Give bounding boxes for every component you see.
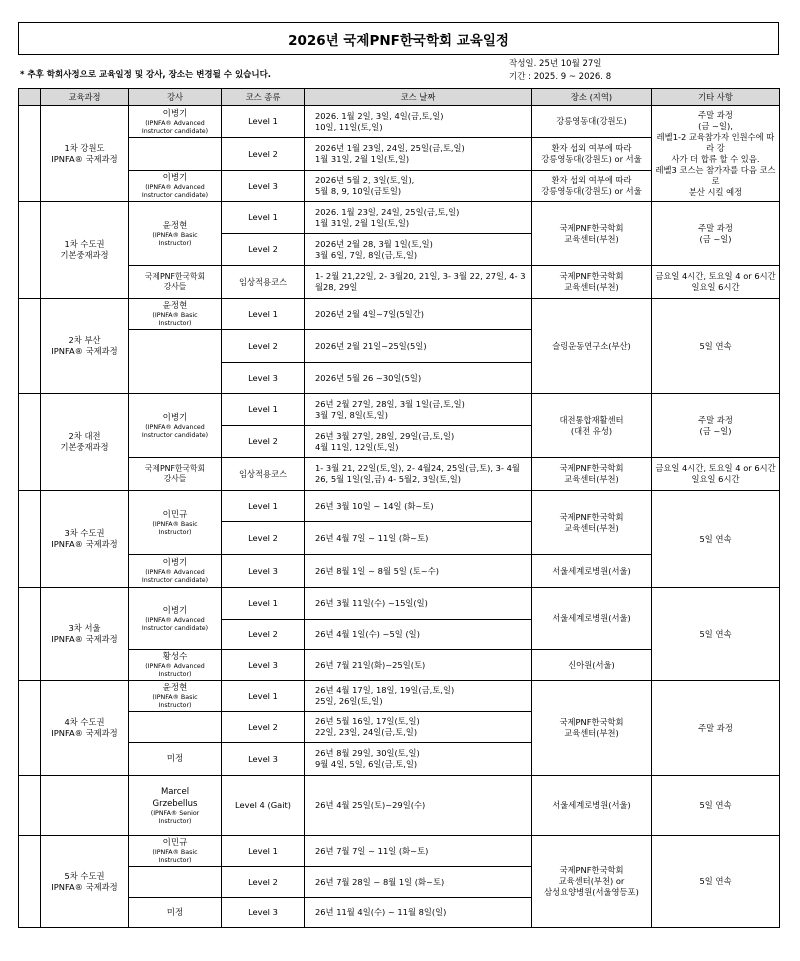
course-dates-cell [305, 491, 532, 522]
text-line: 교육센터(부천) [564, 522, 619, 533]
text-line: 국제PNF한국학회 [144, 464, 206, 473]
text-line: 1월 31일, 2월 1일(토,일) [315, 217, 410, 228]
course-type-cell: Level 1 [222, 299, 305, 330]
text-line: 국제PNF한국학회 [559, 271, 624, 281]
place-cell [532, 266, 652, 299]
course-dates-cell [305, 299, 532, 330]
course-name-cell [41, 394, 129, 491]
course-type-cell: Level 2 [222, 426, 305, 458]
course-type-cell: Level 3 [222, 555, 305, 588]
text-line: 2026. 1월 23일, 24일, 25일(금,토,일) [315, 206, 460, 217]
text-line: 서울세계로병원(서울) [552, 613, 631, 623]
text-line: (IPNFA® Basic [152, 849, 198, 856]
course-dates-cell [305, 681, 532, 712]
text-line: IPNFA® 국제과정 [51, 539, 118, 549]
text-line: 기본중재과정 [60, 442, 109, 452]
document-meta [509, 58, 611, 84]
text-line: 이민규 [162, 838, 188, 848]
text-line: 교육센터(부천) [564, 282, 619, 292]
text-line: 2026년 2월 21일~25일(5일) [315, 340, 427, 351]
course-type-cell: Level 3 [222, 363, 305, 394]
course-dates-cell [305, 202, 532, 234]
course-dates-cell [305, 426, 532, 458]
text-line: 윤정현 [162, 220, 188, 231]
text-line: 대전통합재활센터 [559, 414, 624, 425]
course-type-cell: Level 2 [222, 234, 305, 266]
course-dates-cell [305, 743, 532, 776]
instructor-cell [129, 588, 222, 650]
text-line: Instructor candidate) [141, 192, 209, 199]
text-line: (IPNFA® Senior [150, 809, 200, 817]
text-line: 금요일 4시간, 토요일 4 or 6시간 [655, 271, 776, 281]
text-line: 국제PNF한국학회 [559, 463, 624, 473]
course-dates-cell [305, 898, 532, 928]
text-line: 기본중재과정 [60, 250, 109, 260]
course-type-cell: 임상적용코스 [222, 266, 305, 299]
course-name-cell [41, 776, 129, 836]
notes-cell [652, 266, 780, 299]
text-line: 주말 과정 [698, 414, 733, 425]
notes-cell [652, 106, 780, 202]
text-line: 1- 3월 21, 22일(토,일), 2- 4월24, 25일(금,토), 3- 4월 [315, 463, 520, 473]
course-dates-cell [305, 106, 532, 138]
notes-cell [652, 491, 780, 588]
text-line: Instructor candidate) [141, 624, 209, 632]
blank-cell [19, 394, 41, 491]
text-line: 26년 7월 28일 ~ 8월 1일 (화~토) [315, 876, 445, 887]
text-line: 5일 연속 [699, 340, 732, 351]
text-line: (IPNFA® Basic [152, 312, 198, 319]
table-row [19, 776, 780, 836]
text-line: 2026년 2월 4일~7일(5일간) [315, 308, 425, 319]
course-type-cell: Level 1 [222, 588, 305, 620]
text-line: 22일, 23일, 24일(금,토,일) [315, 727, 418, 737]
course-type-cell: Level 3 [222, 898, 305, 928]
text-line: (IPNFA® Basic [152, 231, 198, 239]
text-line: 3월 6일, 7일, 8일(금,토,일) [315, 249, 418, 260]
text-line: IPNFA® 국제과정 [51, 153, 118, 164]
text-line: (IPNFA® Advanced [145, 616, 205, 624]
table-row [19, 458, 780, 491]
text-line: 26년 3월 11일(수) ~15일(일) [315, 598, 428, 608]
place-cell [532, 776, 652, 836]
table-row [19, 202, 780, 234]
text-line: 금요일 4시간, 토요일 4 or 6시간 [655, 463, 776, 473]
place-cell [532, 650, 652, 681]
course-dates-cell [305, 266, 532, 299]
change-notice: * 추후 학회사정으로 교육일정 및 강사, 장소는 변경될 수 있습니다. [20, 70, 272, 80]
text-line: 1차 수도권 [64, 239, 105, 249]
course-dates-cell [305, 234, 532, 266]
text-line: Instructor) [158, 528, 192, 536]
instructor-cell [129, 106, 222, 138]
text-line: 26, 5월 1일(일,금) 4- 5월2, 3일(토,일) [315, 474, 462, 484]
place-cell [532, 588, 652, 650]
course-name-cell [41, 202, 129, 299]
text-line: 26년 8월 1일 ~ 8월 5일 (토~수) [315, 565, 439, 576]
course-type-cell: Level 1 [222, 491, 305, 522]
text-line: 레벨3 코스는 참가자를 다음 코스로 [655, 164, 776, 186]
text-line: 1- 2월 21,22일, 2- 3월20, 21일, 3- 3월 22, 27일, 4- 3 [315, 271, 526, 281]
blank-cell [19, 836, 41, 928]
text-line: 주말 과정 [698, 222, 733, 233]
text-line: 국제PNF한국학회 [559, 717, 624, 727]
text-line: 이병기 [162, 108, 188, 119]
text-line: (IPNFA® Advanced [145, 663, 205, 670]
text-line: 5월 8, 9, 10일(금토일) [315, 186, 402, 196]
text-line: 26년 4월 17일, 18일, 19일(금,토,일) [315, 685, 455, 695]
course-dates-cell [305, 330, 532, 363]
text-line: 미정 [166, 907, 184, 918]
text-line: 26년 11월 4일(수) ~ 11월 8일(일) [315, 907, 447, 917]
text-line: (금 ~일), [698, 120, 733, 131]
instructor-cell [129, 776, 222, 836]
text-line: Instructor) [158, 817, 192, 825]
blank-header [19, 89, 41, 106]
course-dates-cell [305, 712, 532, 743]
table-row [19, 394, 780, 426]
text-line: 교육센터(부천) [564, 728, 619, 738]
course-type-cell: Level 2 [222, 712, 305, 743]
course-dates-cell [305, 555, 532, 588]
instructor-cell [129, 681, 222, 712]
instructor-cell [129, 299, 222, 330]
instructor-cell [129, 394, 222, 458]
text-line: 강릉영동대(강원도) or 서울 [541, 186, 642, 196]
place-cell [532, 681, 652, 776]
text-line: 사가 더 합류 할 수 있음. [671, 153, 760, 164]
table-row [19, 266, 780, 299]
schedule-table [18, 88, 780, 928]
course-dates-cell [305, 588, 532, 620]
text-line: 3차 수도권 [64, 528, 105, 538]
course-type-cell: Level 1 [222, 106, 305, 138]
place-cell [532, 299, 652, 394]
text-line: 2026년 5월 2, 3일(토,일), [315, 175, 415, 185]
text-line: 국제PNF한국학회 [559, 511, 624, 522]
instructor-cell [129, 138, 222, 171]
text-line: 5일 연속 [699, 800, 732, 810]
text-line: 강릉영동대(강원도) [556, 116, 627, 126]
text-line: IPNFA® 국제과정 [51, 881, 118, 892]
text-line: (IPNFA® Advanced [145, 569, 205, 576]
notes-cell [652, 776, 780, 836]
instructor-cell [129, 266, 222, 299]
text-line: 주말 과정 [698, 722, 733, 733]
text-line: 이병기 [162, 605, 188, 616]
table-row [19, 299, 780, 330]
document-title: 2026년 국제PNF한국학회 교육일정 [18, 22, 779, 55]
text-line: Instructor candidate) [141, 577, 209, 584]
notes-cell [652, 394, 780, 458]
text-line: 2026년 5월 26 ~30일(5일) [315, 372, 422, 383]
instructor-cell [129, 491, 222, 555]
table-header-row [19, 89, 780, 106]
text-line: (금 ~일) [699, 233, 732, 244]
course-name-cell [41, 681, 129, 776]
text-line: 5일 연속 [699, 628, 732, 639]
course-type-cell: Level 2 [222, 867, 305, 898]
text-line: 2026년 1월 23일, 24일, 25일(금,토,일) [315, 143, 465, 153]
instructor-cell [129, 171, 222, 202]
text-line: 신아원(서울) [568, 659, 615, 670]
instructor-cell [129, 458, 222, 491]
blank-cell [19, 681, 41, 776]
text-line: 환자 섭외 여부에 따라 [551, 143, 632, 153]
place-cell [532, 394, 652, 458]
text-line: 10일, 11일(토,일) [315, 121, 383, 132]
notes-cell [652, 588, 780, 681]
blank-cell [19, 588, 41, 681]
blank-cell [19, 299, 41, 394]
text-line: 25일, 26일(토,일) [315, 696, 383, 706]
text-line: 26년 3월 27일, 28일, 29일(금,토,일) [315, 430, 455, 441]
text-line: 교육센터(부천) or [558, 876, 625, 886]
created-date: 작성일. 25년 10월 27일 [509, 59, 602, 69]
text-line: Marcel [160, 786, 190, 797]
text-line: 4월 11일, 12일(토,일) [315, 441, 399, 452]
text-line: 이병기 [162, 412, 188, 423]
course-name-cell [41, 588, 129, 681]
course-type-cell: Level 3 [222, 650, 305, 681]
instructor-cell [129, 898, 222, 928]
table-row [19, 681, 780, 712]
course-type-cell: Level 1 [222, 681, 305, 712]
course-dates-cell [305, 867, 532, 898]
text-line: 1월 31일, 2월 1일(토,일) [315, 154, 410, 164]
text-line: IPNFA® 국제과정 [51, 634, 118, 644]
text-line: 환자 섭외 여부에 따라 [551, 175, 632, 185]
text-line: 26년 2월 27일, 28일, 3월 1일(금,토,일) [315, 398, 465, 409]
instructor-cell [129, 330, 222, 394]
text-line: 26년 4월 7일 ~ 11일 (화~토) [315, 532, 429, 543]
course-type-cell: Level 4 (Gait) [222, 776, 305, 836]
notes-cell [652, 681, 780, 776]
text-line: Instructor) [158, 239, 192, 247]
text-line: 국제PNF한국학회 [559, 865, 624, 875]
course-name-cell [41, 491, 129, 588]
place-cell [532, 458, 652, 491]
text-line: 교육센터(부천) [564, 474, 619, 484]
text-line: Instructor) [158, 857, 192, 864]
course-name-cell [41, 299, 129, 394]
course-type-cell: Level 2 [222, 138, 305, 171]
course-type-cell: Level 1 [222, 202, 305, 234]
text-line: (IPNFA® Advanced [145, 119, 205, 127]
instructor-cell [129, 712, 222, 743]
course-name-cell [41, 836, 129, 928]
place-cell [532, 106, 652, 138]
notes-cell [652, 299, 780, 394]
course-dates-cell [305, 138, 532, 171]
text-line: 서울세계로병원(서울) [552, 800, 631, 810]
course-type-cell: Level 2 [222, 330, 305, 363]
text-line: (IPNFA® Advanced [145, 184, 205, 191]
text-line: (IPNFA® Basic [152, 694, 198, 701]
table-row [19, 106, 780, 138]
text-line: 강사들 [163, 282, 187, 291]
text-line: 5일 연속 [699, 533, 732, 544]
text-line: 강릉영동대(강원도) or 서울 [541, 154, 642, 164]
text-line: (대전 유성) [570, 425, 613, 436]
place-cell [532, 555, 652, 588]
course-dates-cell [305, 650, 532, 681]
text-line: 9월 4일, 5일, 6일(금,토,일) [315, 759, 418, 769]
text-line: (IPNFA® Advanced [145, 423, 205, 431]
text-line: 2차 부산 [68, 335, 101, 345]
blank-cell [19, 202, 41, 299]
text-line: Instructor) [158, 671, 192, 678]
text-line: 분산 시킬 예정 [688, 186, 743, 197]
course-dates-cell [305, 776, 532, 836]
course-type-cell: Level 1 [222, 394, 305, 426]
table-row [19, 588, 780, 620]
text-line: 이병기 [162, 558, 188, 568]
type-header: 코스 종류 [222, 89, 305, 106]
text-line: 국제PNF한국학회 [144, 272, 206, 281]
text-line: 26년 7월 21일(화)~25일(토) [315, 659, 426, 670]
text-line: 일요일 6시간 [691, 474, 740, 484]
notes-cell [652, 202, 780, 266]
text-line: 레벨1-2 교육참가자 인원수에 따라 강 [656, 131, 775, 153]
text-line: 5차 수도권 [64, 870, 105, 881]
text-line: 2차 대전 [68, 431, 101, 441]
course-type-cell: Level 2 [222, 620, 305, 650]
course-header: 교육과정 [41, 89, 129, 106]
instructor-header: 강사 [129, 89, 222, 106]
course-type-cell: Level 2 [222, 522, 305, 555]
text-line: 26년 4월 25일(토)~29일(수) [315, 800, 426, 810]
text-line: IPNFA® 국제과정 [51, 346, 118, 356]
instructor-cell [129, 743, 222, 776]
table-row [19, 491, 780, 522]
text-line: 황성수 [162, 652, 188, 662]
place-cell [532, 836, 652, 928]
course-dates-cell [305, 363, 532, 394]
text-line: 월28, 29일 [315, 282, 358, 292]
text-line: 윤정현 [162, 301, 188, 311]
instructor-cell [129, 836, 222, 867]
place-cell [532, 491, 652, 555]
text-line: 삼성요양병원(서울영등포) [544, 887, 639, 897]
place-cell [532, 138, 652, 171]
text-line: 국제PNF한국학회 [559, 222, 624, 233]
text-line: 이병기 [162, 173, 188, 183]
blank-cell [19, 776, 41, 836]
course-dates-cell [305, 458, 532, 491]
course-type-cell: Level 3 [222, 743, 305, 776]
text-line: 3차 서울 [68, 623, 101, 633]
text-line: 2026. 1월 2일, 3일, 4일(금,토,일) [315, 110, 444, 121]
notes-header: 기타 사항 [652, 89, 780, 106]
text-line: 26년 8월 29일, 30일(토,일) [315, 748, 420, 758]
text-line: 26년 7월 7일 ~ 11일 (화~토) [315, 845, 429, 856]
text-line: Instructor) [158, 702, 192, 709]
notes-cell [652, 836, 780, 928]
text-line: 윤정현 [162, 683, 188, 693]
dates-header: 코스 날짜 [305, 89, 532, 106]
place-cell [532, 202, 652, 266]
place-header: 장소 (지역) [532, 89, 652, 106]
text-line: (IPNFA® Basic [152, 520, 198, 528]
instructor-cell [129, 202, 222, 266]
text-line: Instructor candidate) [141, 431, 209, 439]
text-line: 26년 3월 10일 ~ 14일 (화~토) [315, 500, 434, 511]
text-line: 일요일 6시간 [691, 282, 740, 292]
blank-cell [19, 491, 41, 588]
course-dates-cell [305, 394, 532, 426]
text-line: 26년 5월 16일, 17일(토,일) [315, 716, 420, 726]
instructor-cell [129, 650, 222, 681]
course-type-cell: Level 1 [222, 836, 305, 867]
text-line: Grzebellus [152, 798, 198, 809]
text-line: 1차 강원도 [64, 142, 105, 153]
course-dates-cell [305, 620, 532, 650]
schedule-body [19, 106, 780, 928]
text-line: 미정 [166, 754, 184, 764]
course-dates-cell [305, 522, 532, 555]
text-line: Instructor candidate) [141, 127, 209, 135]
course-dates-cell [305, 836, 532, 867]
text-line: 3월 7일, 8일(토,일) [315, 409, 388, 420]
text-line: Instructor) [158, 320, 192, 327]
course-name-cell [41, 106, 129, 202]
text-line: (금 ~일) [699, 425, 732, 436]
text-line: 4차 수도권 [64, 717, 105, 727]
text-line: 2026년 2월 28, 3월 1일(토,일) [315, 238, 433, 249]
course-type-cell: Level 3 [222, 171, 305, 202]
place-cell [532, 171, 652, 202]
text-line: 슬링운동연구소(부산) [552, 340, 631, 351]
text-line: 이민규 [162, 509, 188, 520]
course-type-cell: 임상적용코스 [222, 458, 305, 491]
course-dates-cell [305, 171, 532, 202]
text-line: 5일 연속 [699, 876, 732, 886]
text-line: 교육센터(부천) [564, 233, 619, 244]
text-line: 26년 4월 1일(수) ~5일 (일) [315, 629, 420, 639]
text-line: 주말 과정 [698, 109, 733, 120]
text-line: 강사들 [163, 474, 187, 483]
instructor-cell [129, 555, 222, 588]
notes-cell [652, 458, 780, 491]
blank-cell [19, 106, 41, 202]
text-line: IPNFA® 국제과정 [51, 728, 118, 738]
schedule-period: 기간 : 2025. 9 ~ 2026. 8 [509, 72, 612, 82]
table-row [19, 836, 780, 867]
text-line: 서울세계로병원(서울) [552, 565, 631, 576]
instructor-cell [129, 867, 222, 898]
